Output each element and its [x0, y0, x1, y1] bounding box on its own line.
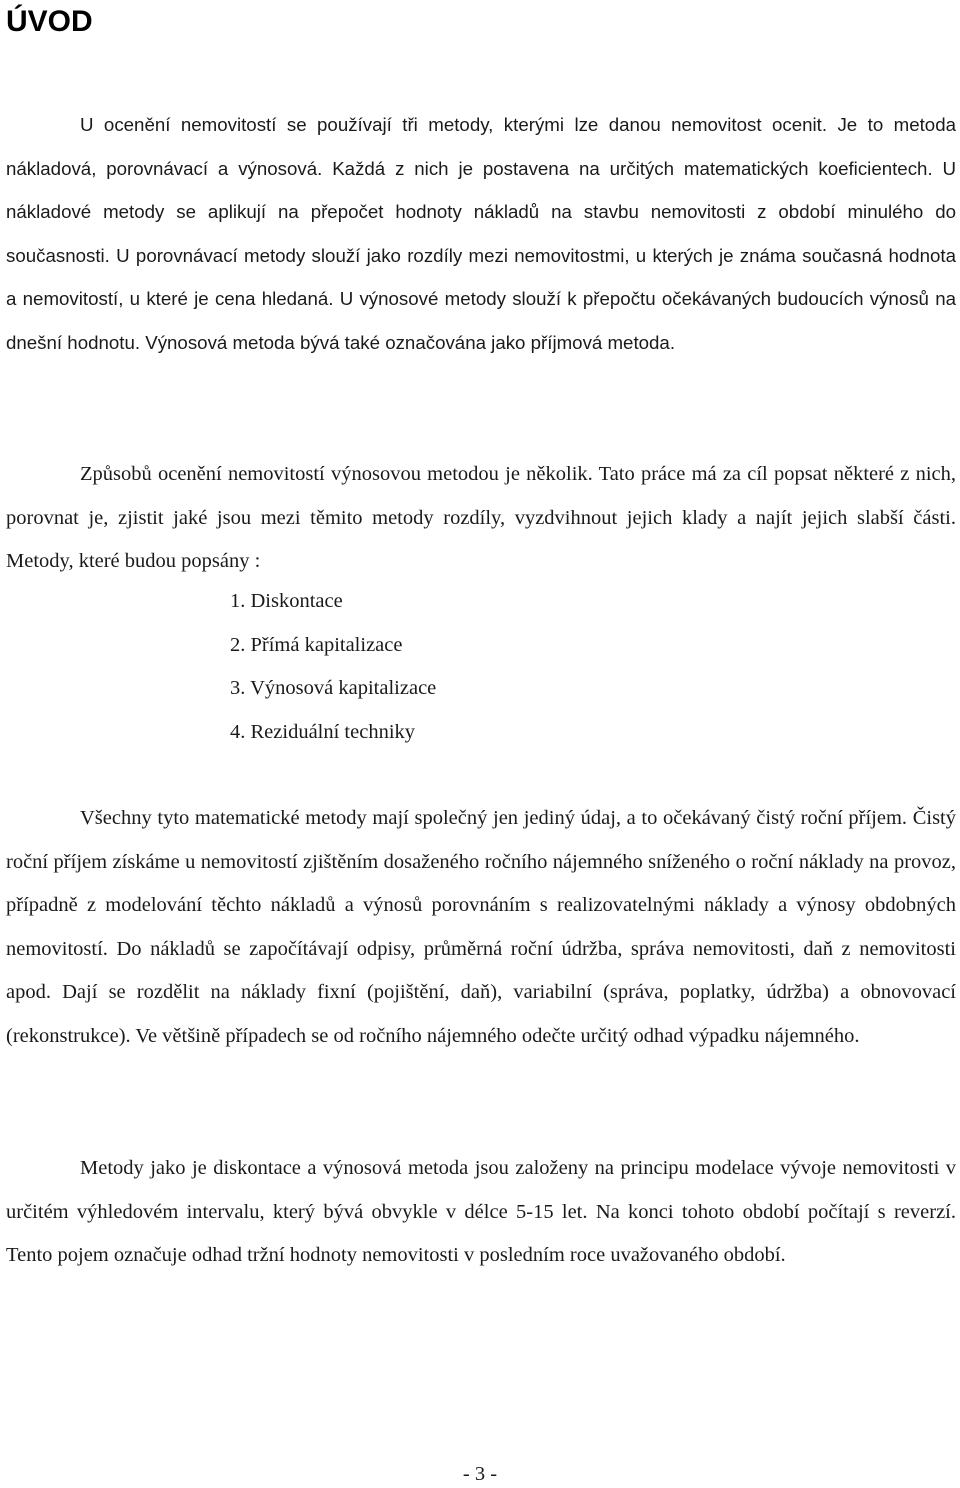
net-income-paragraph: Všechny tyto matematické metody mají společný jen jediný údaj, a to očekávaný čistý roční příjem. Čistý roční příjem získáme u nemovitostí zjištěním dosaženého ročního nájemného sníženého o roční náklady na provoz, případně z modelování těchto nákladů a výnosů porovnáním s realizovatelnými náklady a výnosy obdobných nemovitostí. Do nákladů se započítávají odpisy, průměrná roční údržba, správa nemovitosti, daň z nemovitosti apod. Dají se rozdělit na náklady fixní (pojištění, daň), variabilní (správa, poplatky, údržba) a obnovovací (rekonstrukce). Ve většině případech se od ročního nájemného odečte určitý odhad výpadku nájemného.: [6, 807, 956, 1047]
list-item: 2. Přímá kapitalizace: [230, 633, 403, 656]
reversion-paragraph: Metody jako je diskontace a výnosová metoda jsou založeny na principu modelace vývoje nemovitosti v určitém výhledovém intervalu, který bývá obvykle v délce 5-15 let. Na konci tohoto období počítají s reverzí. Tento pojem označuje odhad tržní hodnoty nemovitosti v posledním roce uvažovaného období.: [6, 1157, 956, 1267]
page-number: - 3 -: [462, 1463, 498, 1485]
list-item: 4. Reziduální techniky: [230, 720, 416, 743]
list-item: 1. Diskontace: [230, 590, 343, 612]
methods-list: [230, 580, 436, 754]
page-title: ÚVOD: [6, 5, 93, 38]
methods-intro-paragraph: Způsobů ocenění nemovitostí výnosovou metodou je několik. Tato práce má za cíl popsat některé z nich, porovnat je, zjistit jaké jsou mezi těmito metody rozdíly, vyzdvihnout jejich klady a najít jejich slabší části. Metody, které budou popsány :: [6, 463, 956, 573]
intro-paragraph: U ocenění nemovitostí se používají tři metody, kterými lze danou nemovitost ocenit. Je to metoda nákladová, porovnávací a výnosová. Každá z nich je postavena na určitých matematických koeficientech. U nákladové metody se aplikují na přepočet hodnoty nákladů na stavbu nemovitosti z období minulého do současnosti. U porovnávací metody slouží jako rozdíly mezi nemovitostmi, u kterých je známa současná hodnota a nemovitostí, u které je cena hledaná. U výnosové metody slouží k přepočtu očekávaných budoucích výnosů na dnešní hodnotu. Výnosová metoda bývá také označována jako příjmová metoda.: [6, 114, 956, 353]
list-item: 3. Výnosová kapitalizace: [230, 677, 437, 700]
